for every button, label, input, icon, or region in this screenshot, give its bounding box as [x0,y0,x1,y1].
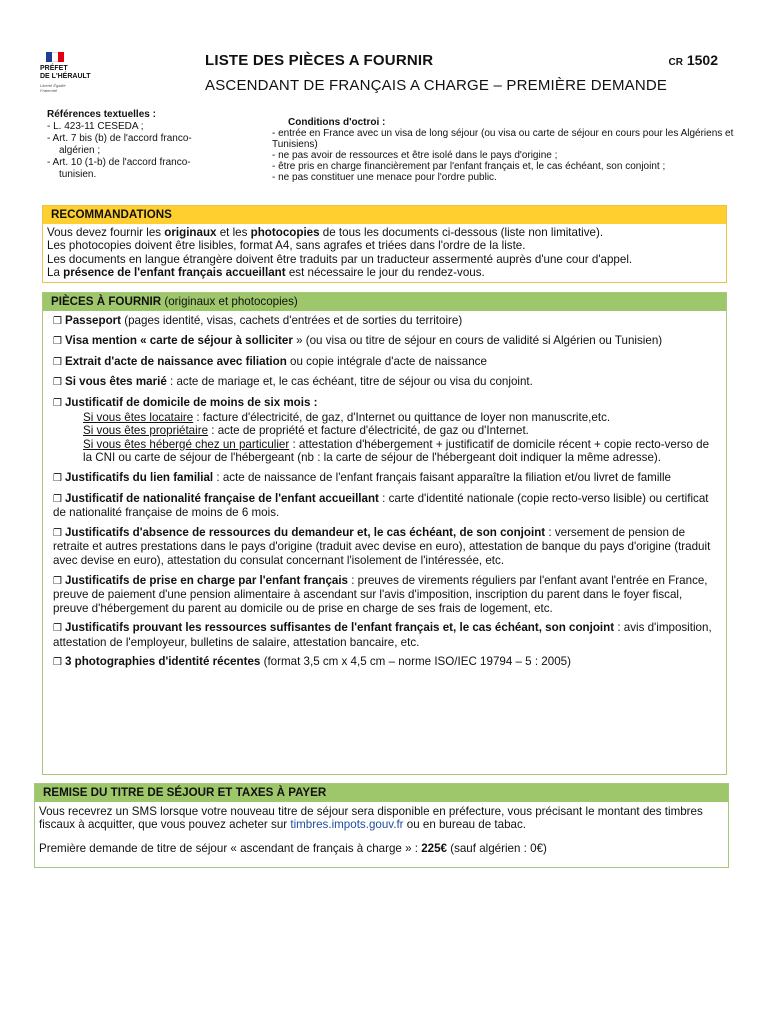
reco-text: et les [216,225,251,239]
piece-text: : acte de naissance de l'enfant français faisant apparaître la filiation et/ou livret de famille [213,470,672,484]
piece-title: Justificatif de domicile de moins de six mois : [64,395,318,409]
remise-text: (sauf algérien : 0€) [446,841,547,855]
timbres-link[interactable]: timbres.impots.gouv.fr [290,818,404,832]
domicile-option [83,424,714,438]
recommandations-heading: RECOMMANDATIONS [43,206,726,224]
reference-item: algérien ; [59,145,101,156]
reco-text: de tous les documents ci-dessous (liste non limitative). [319,225,604,239]
piece-title: Extrait d'acte de naissance avec filiation [64,354,287,368]
checkbox-icon: ❒ [53,527,62,539]
pieces-list [43,311,726,670]
condition-item: - ne pas avoir de ressources et être isolé dans le pays d'origine ; [272,150,558,161]
reference-item: tunisien. [59,169,97,180]
price-value: 225€ [421,841,447,855]
checkbox-icon: ❒ [53,575,62,587]
page-title: LISTE DES PIÈCES A FOURNIR [205,52,434,69]
conditions-block [272,117,742,183]
condition-item: - ne pas constituer une menace pour l'ordre public. [272,172,497,183]
checkbox-icon: ❒ [53,623,62,635]
logo-line2: DE L'HÉRAULT [40,73,91,80]
reference-item: - Art. 7 bis (b) de l'accord franco- [47,133,192,144]
checkbox-icon: ❒ [53,472,62,484]
piece-text: : acte de mariage et, le cas échéant, titre de séjour ou visa du conjoint. [166,375,533,389]
piece-text: : avis d'imposition, attestation de l'employeur, bulletins de salaire, attestation bancaire, etc. [53,621,712,649]
page-subtitle: ASCENDANT DE FRANÇAIS A CHARGE – PREMIÈRE DEMANDE [205,77,668,94]
piece-title: Justificatifs prouvant les ressources suffisantes de l'enfant français et, le cas échéant, son conjoint [64,621,615,635]
recommandations-box [42,205,727,283]
list-item [53,355,714,370]
references-block [47,109,247,181]
domicile-case: Si vous êtes propriétaire [83,424,209,438]
remise-text: ou en bureau de tabac. [403,818,527,832]
marianne-flag-icon [46,52,64,62]
domicile-option [83,411,714,425]
form-code-number: 1502 [686,52,718,68]
domicile-text: : acte de propriété et facture d'électricité, de gaz ou d'Internet. [208,424,529,438]
checkbox-icon: ❒ [53,356,62,368]
piece-title: 3 photographies d'identité récentes [64,655,261,669]
recommandations-body [43,224,726,282]
prefet-logo [40,52,110,93]
remise-text: Première demande de titre de séjour « ascendant de français à charge » : [39,841,422,855]
references-heading: Références textuelles : [47,109,156,120]
condition-item: - entrée en France avec un visa de long séjour (ou visa ou carte de séjour en cours pour les Algériens et Tunisiens) [272,128,734,150]
piece-title: Si vous êtes marié [64,375,167,389]
list-item [53,375,714,390]
piece-title: Passeport [64,313,122,327]
list-item [53,621,714,649]
reco-bold: présence de l'enfant français accueillant [63,266,286,280]
piece-text: (pages identité, visas, cachets d'entrées et de sorties du territoire) [121,313,463,327]
pieces-box [42,292,727,775]
domicile-sublist [53,411,714,465]
piece-text: : carte d'identité nationale (copie recto-verso lisible) ou certificat de nationalité française de moins de 6 mois. [53,491,709,520]
domicile-case: Si vous êtes locataire [83,410,194,424]
reco-line [47,266,723,280]
checkbox-icon: ❒ [53,377,62,389]
form-code-prefix: CR [668,57,683,68]
list-item [53,526,714,568]
piece-title: Justificatifs de prise en charge par l'enfant français [64,573,349,587]
remise-heading: REMISE DU TITRE DE SÉJOUR ET TAXES À PAYER [35,784,728,802]
list-item [53,396,714,465]
reco-bold: originaux [164,225,217,239]
checkbox-icon: ❒ [53,657,62,669]
domicile-case: Si vous êtes hébergé chez un particulier [83,437,290,451]
piece-text: : versement de pension de retraite et autres prestations dans le pays d'origine (traduit avec devise en euro), attestation de banque du pays d'origine (traduit avec devise en euro), attestation du consulat concernant l'isolement de l'intéressée, etc. [53,525,711,567]
reco-line: Les photocopies doivent être lisibles, format A4, sans agrafes et triées dans l'ordre de la liste. [47,239,526,253]
pieces-heading-text: PIÈCES À FOURNIR [51,295,162,308]
checkbox-icon: ❒ [53,315,62,327]
logo-motto: Liberté Égalité Fraternité [40,83,66,93]
list-item [53,471,714,486]
piece-title: Justificatifs du lien familial [64,470,214,484]
domicile-text: : facture d'électricité, de gaz, d'Internet ou quittance de loyer non manuscrite,etc. [193,410,611,424]
reco-line: Les documents en langue étrangère doivent être traduits par un traducteur assermenté auprès d'une cour d'appel. [47,252,633,266]
form-code [669,52,719,68]
piece-title: Justificatif de nationalité française de l'enfant accueillant [64,491,379,505]
domicile-option [83,438,714,465]
pieces-heading [43,293,726,311]
checkbox-icon: ❒ [53,493,62,505]
remise-box [34,783,729,868]
domicile-text: : attestation d'hébergement + justificatif de domicile récent + copie recto-verso de la CNI ou carte de séjour de l'hébergeant (nb : la carte de séjour de l'hébergeant doit indiquer la même adresse). [83,437,710,465]
piece-text: ou copie intégrale d'acte de naissance [286,354,487,368]
remise-text: Vous recevrez un SMS lorsque votre nouveau titre de séjour sera disponible en préfecture, vous précisant le montant des timbres fiscaux à acquitter, que vous pouvez acheter sur [39,804,703,832]
piece-text: : preuves de virements réguliers par l'enfant avant l'entrée en France, preuve de paiement d'une pension alimentaire à ascendant sur l'avis d'imposition, inscription du parent dans le foyer fiscal, preuve d'hébergement du parent au domicile ou de prise en charge de ses frais de logement, etc. [53,573,708,615]
list-item [53,314,714,329]
checkbox-icon: ❒ [53,397,62,409]
checkbox-icon: ❒ [53,336,62,348]
list-item [53,655,714,670]
reco-bold: photocopies [250,225,320,239]
pieces-heading-note: (originaux et photocopies) [161,295,298,308]
condition-item: - être pris en charge financièrement par l'enfant français et, le cas échéant, son conjoint ; [272,161,666,172]
remise-paragraph [39,805,725,832]
piece-title: Justificatifs d'absence de ressources du demandeur et, le cas échéant, de son conjoint [64,525,546,539]
list-item [53,574,714,616]
conditions-heading: Conditions d'octroi : [288,117,386,128]
remise-body [35,802,728,856]
list-item [53,492,714,520]
reco-text: Vous devez fournir les [47,225,165,239]
piece-text: » (ou visa ou titre de séjour en cours de validité si Algérien ou Tunisien) [292,334,663,348]
list-item [53,334,714,349]
remise-price-line [39,842,725,856]
reco-text: est nécessaire le jour du rendez-vous. [285,266,485,280]
reference-item: - Art. 10 (1-b) de l'accord franco- [47,157,191,168]
piece-text: (format 3,5 cm x 4,5 cm – norme ISO/IEC 19794 – 5 : 2005) [260,655,571,669]
logo-line1: PRÉFET [40,65,68,72]
piece-title: Visa mention « carte de séjour à solliciter [64,334,293,348]
reference-item: - L. 423-11 CESEDA ; [47,121,144,132]
reco-text: La [47,266,64,280]
reco-line [47,226,723,240]
